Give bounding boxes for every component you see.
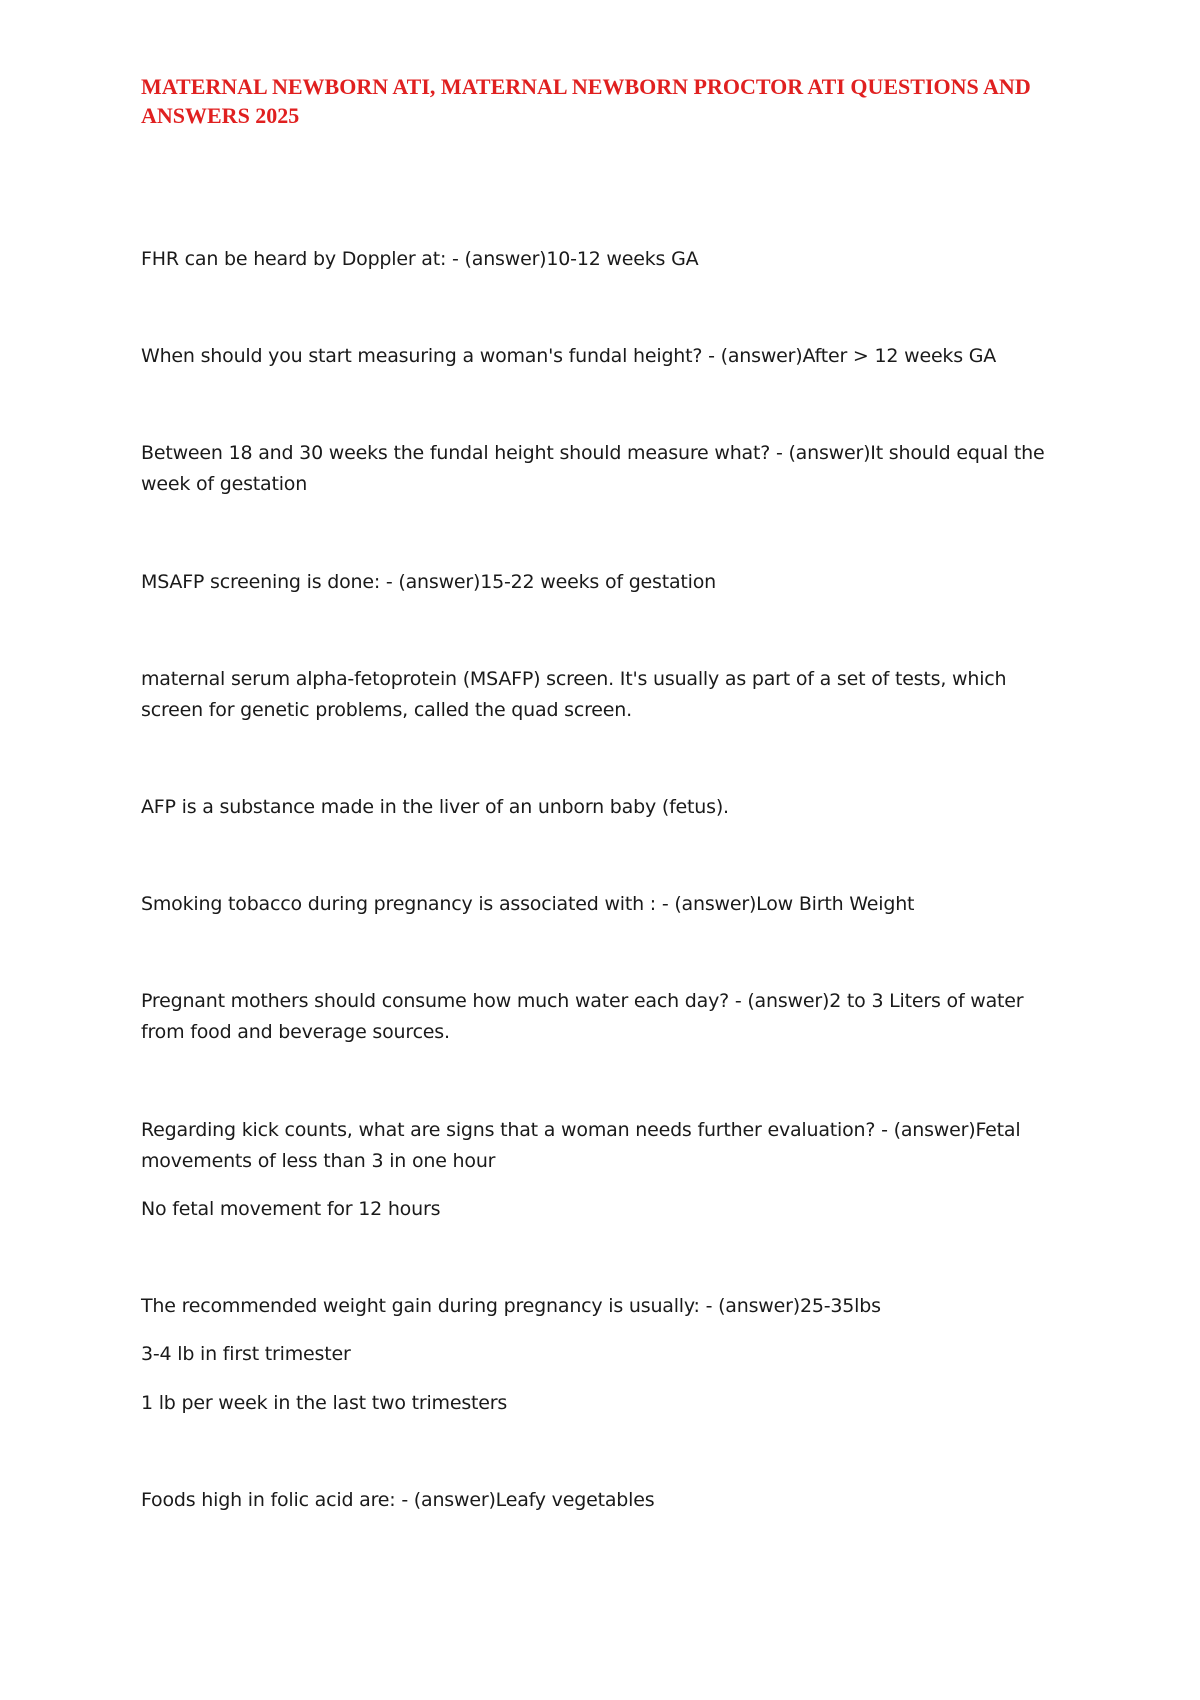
paragraph-fhr-doppler: FHR can be heard by Doppler at: - (answer)10-12 weeks GA (141, 248, 699, 270)
paragraph-msafp-definition: maternal serum alpha-fetoprotein (MSAFP) screen. It's usually as part of a set of tests, which screen for genetic problems, called the quad screen. (141, 668, 1007, 721)
paragraph-smoking-tobacco: Smoking tobacco during pregnancy is associated with : - (answer)Low Birth Weight (141, 893, 915, 915)
paragraph-kick-counts: Regarding kick counts, what are signs that a woman needs further evaluation? - (answer)Fetal movements of less than 3 in one hour (141, 1119, 1021, 1172)
paragraph-folic-acid: Foods high in folic acid are: - (answer)Leafy vegetables (141, 1489, 655, 1511)
paragraph-first-trimester: 3-4 lb in first trimester (141, 1343, 351, 1365)
paragraph-fundal-height-start: When should you start measuring a woman's fundal height? - (answer)After > 12 weeks GA (141, 345, 997, 367)
paragraph-afp-definition: AFP is a substance made in the liver of an unborn baby (fetus). (141, 796, 729, 818)
paragraph-last-trimesters: 1 lb per week in the last two trimesters (141, 1392, 508, 1414)
paragraph-water-consumption: Pregnant mothers should consume how much water each day? - (answer)2 to 3 Liters of water from food and beverage sources. (141, 990, 1024, 1043)
document-title: MATERNAL NEWBORN ATI, MATERNAL NEWBORN PROCTOR ATI QUESTIONS AND ANSWERS 2025 (141, 74, 1031, 128)
paragraph-fundal-height-measure: Between 18 and 30 weeks the fundal height should measure what? - (answer)It should equal the week of gestation (141, 442, 1045, 495)
paragraph-msafp-screening: MSAFP screening is done: - (answer)15-22 weeks of gestation (141, 571, 717, 593)
paragraph-weight-gain: The recommended weight gain during pregnancy is usually: - (answer)25-35lbs (141, 1295, 881, 1317)
paragraph-no-fetal-movement: No fetal movement for 12 hours (141, 1198, 441, 1220)
